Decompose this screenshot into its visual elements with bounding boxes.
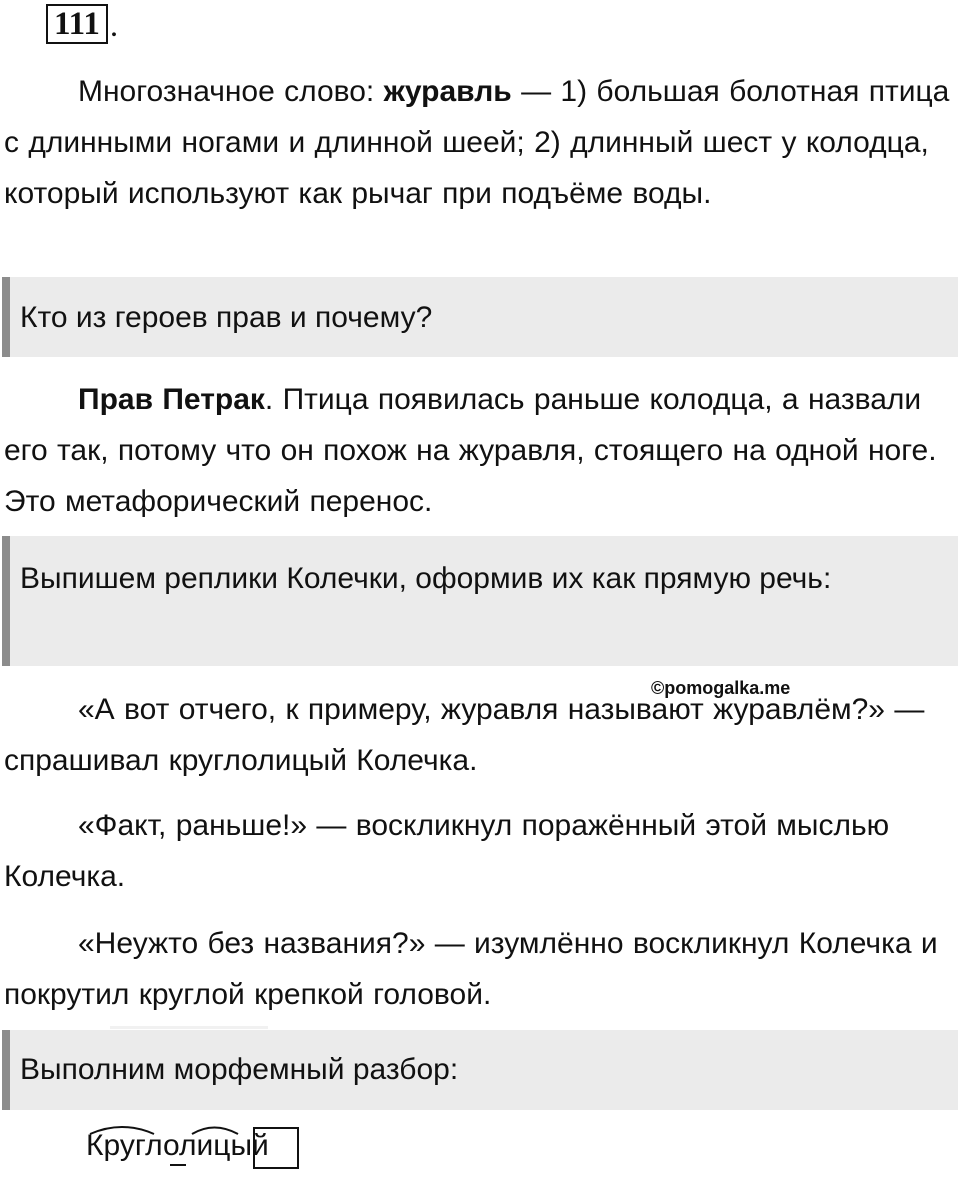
paragraph1-rest: — 1) большая болотная птица с длинными ногами и длинной шеей; 2) длинный шест у колодца, который используют как рычаг при подъёме воды. <box>4 75 950 210</box>
paragraph-answer <box>4 374 956 527</box>
quote-1: «А вот отчего, к примеру, журавля называют журавлём?» — спрашивал круглолицый Колечка. <box>4 693 925 777</box>
watermark: ©pomogalka.me <box>651 678 791 698</box>
morpheme-word <box>86 1128 269 1164</box>
paragraph1-prefix: Многозначное слово: <box>78 75 384 108</box>
paragraph1-keyword: журавль <box>383 75 512 108</box>
question-morpheme-analysis: Выполним морфемный разбор: <box>2 1030 958 1110</box>
question-who-is-right: Кто из героев прав и почему? <box>2 277 958 357</box>
morpheme-root2: лиц <box>178 1129 231 1162</box>
paragraph-polysemous-word <box>4 66 956 219</box>
morpheme-ending: ый <box>230 1129 269 1162</box>
quote-3: «Неужто без названия?» — изумлённо воскликнул Колечка и покрутил круглой крепкой головой. <box>4 927 938 1011</box>
task-number-box: 111 <box>46 4 108 44</box>
morpheme-root1: Кругл <box>86 1129 163 1162</box>
question-write-remarks: Выпишем реплики Колечки, оформив их как прямую речь: <box>2 536 958 666</box>
morpheme-connector: о <box>162 1129 179 1162</box>
paragraph2-rest: . Птица появилась раньше колодца, а назвали его так, потому что он похож на журавля, стоящего на одной ноге. Это метафорический перенос. <box>4 383 937 518</box>
paragraph2-bold: Прав Петрак <box>78 383 265 416</box>
quote-2: «Факт, раньше!» — воскликнул поражённый этой мыслью Колечка. <box>4 809 890 893</box>
divider <box>110 1026 268 1029</box>
task-number <box>46 4 118 44</box>
task-number-dot: . <box>109 8 119 44</box>
